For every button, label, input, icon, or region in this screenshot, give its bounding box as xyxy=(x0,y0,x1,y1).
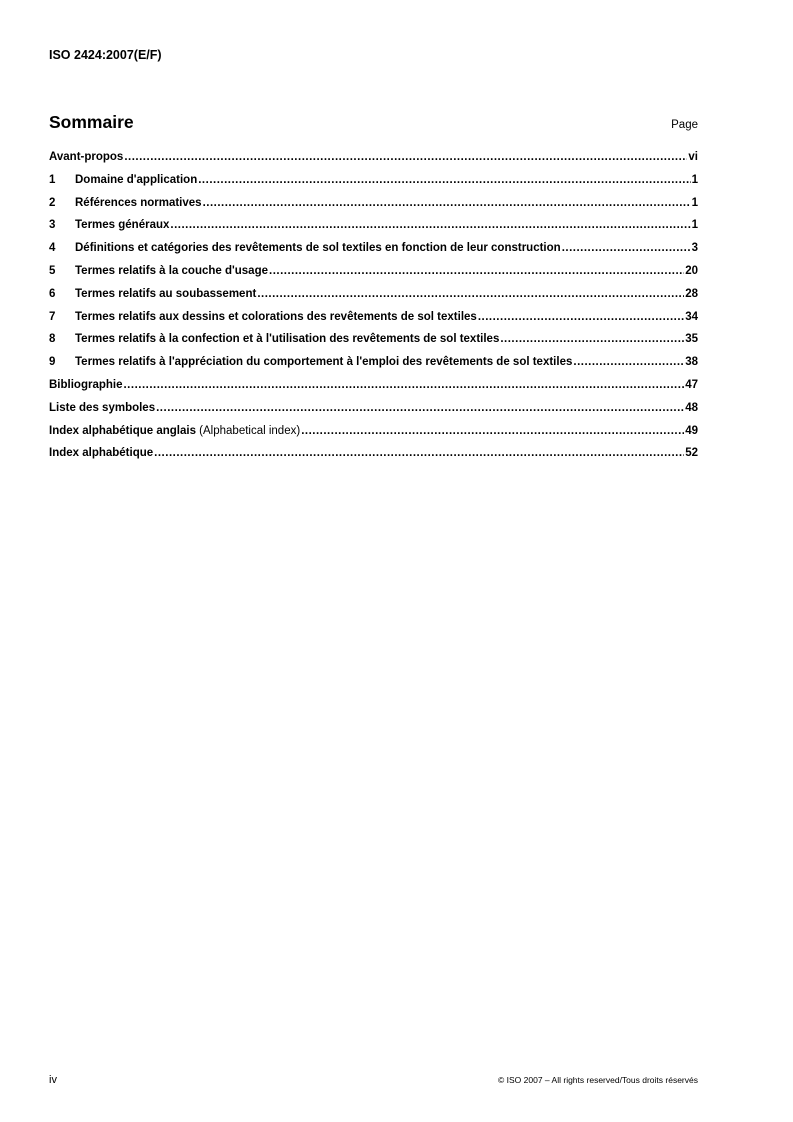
toc-entry-number: 1 xyxy=(49,173,56,186)
dot-leader xyxy=(478,311,684,323)
toc-entry-7[interactable] xyxy=(49,311,698,334)
dot-leader xyxy=(203,197,691,209)
toc-entry-number: 9 xyxy=(49,356,56,369)
toc-entry-page: 49 xyxy=(685,424,698,437)
toc-entry-6[interactable] xyxy=(49,288,698,311)
toc-entry-page: 52 xyxy=(685,447,698,460)
toc-entry-title: Termes relatifs à la couche d'usage xyxy=(75,264,268,277)
toc-entry-page: 47 xyxy=(685,378,698,391)
dot-leader xyxy=(170,219,690,231)
toc-entry-title: Bibliographie xyxy=(49,378,123,391)
toc-entry-9[interactable] xyxy=(49,356,698,379)
toc-entry-page: 34 xyxy=(685,310,698,323)
toc-entry-title-sub: (Alphabetical index) xyxy=(195,424,301,437)
dot-leader xyxy=(198,174,690,186)
toc-entry-8[interactable] xyxy=(49,333,698,356)
toc-entry-title: Domaine d'application xyxy=(75,173,198,186)
toc-entry-foreword[interactable] xyxy=(49,151,698,174)
dot-leader xyxy=(154,447,684,459)
toc-entry-title: Termes relatifs au soubassement xyxy=(75,287,257,300)
dot-leader xyxy=(156,402,684,414)
page-number: iv xyxy=(49,1074,57,1086)
dot-leader xyxy=(257,288,684,300)
dot-leader xyxy=(301,425,684,437)
toc-entry-page: 35 xyxy=(685,333,698,346)
toc-entry-title: Avant-propos xyxy=(49,151,124,163)
toc-entry-page: 1 xyxy=(691,196,698,209)
toc-entry-title xyxy=(49,425,300,437)
toc-entry-page: 1 xyxy=(691,219,698,232)
toc-entry-number: 5 xyxy=(49,264,56,277)
dot-leader xyxy=(562,242,691,254)
toc-heading-row xyxy=(49,112,698,133)
toc-entry-index[interactable] xyxy=(49,447,698,470)
toc-entry-title: Références normatives xyxy=(75,196,202,209)
toc-entry-title: Termes relatifs à l'appréciation du comportement à l'emploi des revêtements de sol textiles xyxy=(75,356,573,369)
document-id: ISO 2424:2007(E/F) xyxy=(49,48,162,62)
toc-entry-5[interactable] xyxy=(49,265,698,288)
toc-entry-title: Index alphabétique xyxy=(49,447,154,460)
dot-leader xyxy=(269,265,684,277)
toc-list xyxy=(49,151,698,470)
toc-entry-page: vi xyxy=(688,151,698,163)
toc-entry-title: Termes généraux xyxy=(75,219,170,232)
toc-entry-number: 8 xyxy=(49,333,56,346)
toc-entry-symbols[interactable] xyxy=(49,402,698,425)
dot-leader xyxy=(124,151,687,163)
toc-title: Sommaire xyxy=(49,112,134,132)
toc-entry-title: Liste des symboles xyxy=(49,401,156,414)
toc-page-label: Page xyxy=(671,119,698,131)
toc-entry-number: 4 xyxy=(49,242,56,255)
toc-entry-title: Termes relatifs à la confection et à l'utilisation des revêtements de sol textiles xyxy=(75,333,500,346)
toc-entry-title-main: Index alphabétique anglais xyxy=(49,424,196,437)
dot-leader xyxy=(573,356,684,368)
dot-leader xyxy=(500,333,684,345)
toc-entry-number: 3 xyxy=(49,219,56,232)
toc-entry-3[interactable] xyxy=(49,219,698,242)
copyright-notice: © ISO 2007 – All rights reserved/Tous droits réservés xyxy=(498,1075,698,1085)
toc-entry-page: 1 xyxy=(691,173,698,186)
toc-entry-number: 6 xyxy=(49,287,56,300)
toc-entry-4[interactable] xyxy=(49,242,698,265)
toc-entry-number: 2 xyxy=(49,196,56,209)
dot-leader xyxy=(123,379,684,391)
toc-entry-2[interactable] xyxy=(49,197,698,220)
toc-entry-page: 28 xyxy=(685,287,698,300)
toc-entry-page: 3 xyxy=(691,242,698,255)
toc-entry-bibliography[interactable] xyxy=(49,379,698,402)
toc-entry-title: Définitions et catégories des revêtements de sol textiles en fonction de leur construction xyxy=(75,242,561,255)
toc-entry-page: 20 xyxy=(685,264,698,277)
toc-entry-page: 38 xyxy=(685,356,698,369)
toc-entry-page: 48 xyxy=(685,401,698,414)
toc-entry-title: Termes relatifs aux dessins et colorations des revêtements de sol textiles xyxy=(75,310,477,323)
toc-entry-english-index[interactable] xyxy=(49,425,698,448)
toc-entry-number: 7 xyxy=(49,310,56,323)
toc-entry-1[interactable] xyxy=(49,174,698,197)
